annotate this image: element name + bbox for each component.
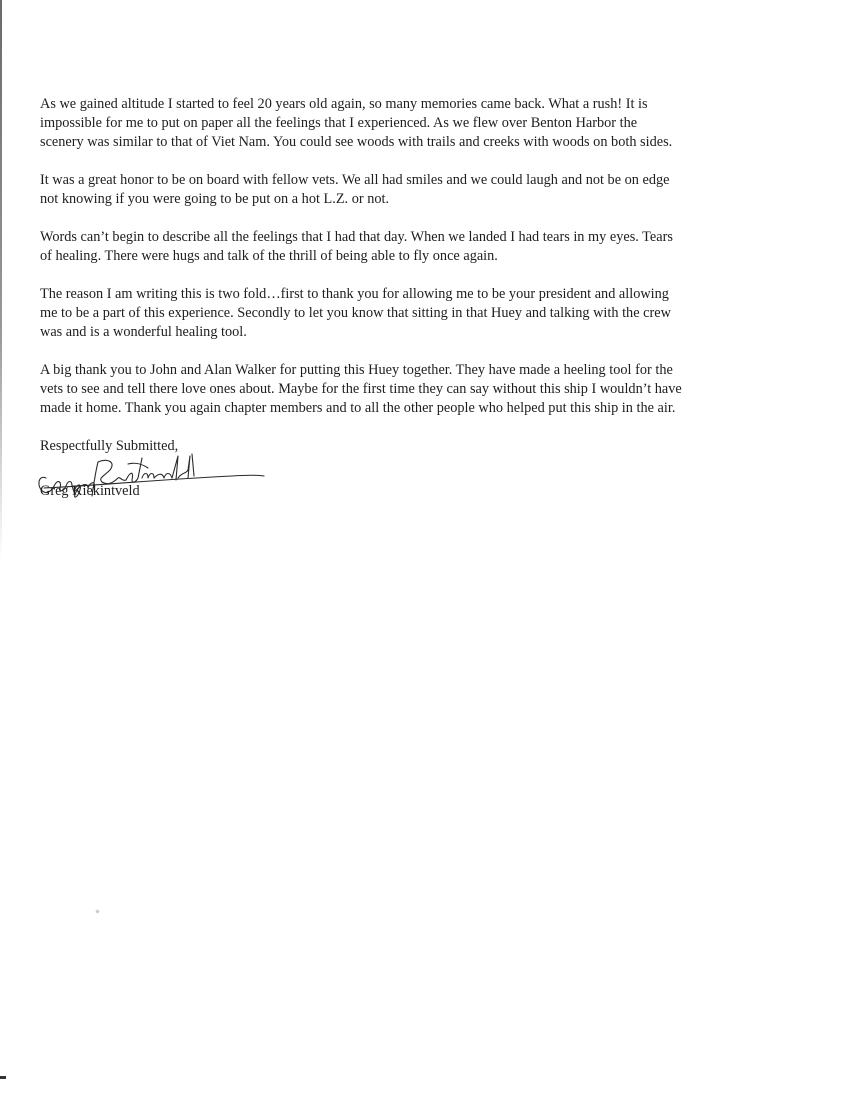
scan-speck xyxy=(95,909,99,913)
text-line: Words can’t begin to describe all the feelings that I had that day. When we landed I had tears in my eyes. Tears xyxy=(40,229,673,245)
text-line: not knowing if you were going to be put on a hot L.Z. or not. xyxy=(40,191,390,207)
signature-block xyxy=(40,456,785,514)
paragraph-flight xyxy=(40,95,785,152)
paragraph-reason xyxy=(40,285,785,342)
text-line: A big thank you to John and Alan Walker for putting this Huey together. They have made a heeling tool for the xyxy=(40,362,673,378)
closing-salutation: Respectfully Submitted, xyxy=(40,438,179,454)
scan-corner-mark xyxy=(0,1076,6,1079)
text-line: It was a great honor to be on board with fellow vets. We all had smiles and we could laugh and not be on edge xyxy=(40,172,670,188)
text-line: impossible for me to put on paper all the feelings that I experienced. As we flew over Benton Harbor the xyxy=(40,115,638,131)
text-line: The reason I am writing this is two fold…first to thank you for allowing me to be your president and allowing xyxy=(40,286,669,302)
text-line: vets to see and tell there love ones about. Maybe for the first time they can say without this ship I wouldn’t have xyxy=(40,381,682,397)
text-line: scenery was similar to that of Viet Nam. You could see woods with trails and creeks with woods on both sides. xyxy=(40,134,673,150)
paragraph-feelings xyxy=(40,228,785,266)
signer-name: Greg Kiekintveld xyxy=(40,483,140,499)
paragraph-thanks xyxy=(40,361,785,418)
text-line: As we gained altitude I started to feel 20 years old again, so many memories came back. What a rush! It is xyxy=(40,96,648,112)
paragraph-honor xyxy=(40,171,785,209)
text-line: me to be a part of this experience. Secondly to let you know that sitting in that Huey and talking with the crew xyxy=(40,305,671,321)
text-line: made it home. Thank you again chapter members and to all the other people who helped put this ship in the air. xyxy=(40,400,676,416)
text-line: was and is a wonderful healing tool. xyxy=(40,324,247,340)
scan-edge-shadow xyxy=(0,0,2,560)
text-line: of healing. There were hugs and talk of the thrill of being able to fly once again. xyxy=(40,248,498,264)
letter-body xyxy=(40,95,785,514)
